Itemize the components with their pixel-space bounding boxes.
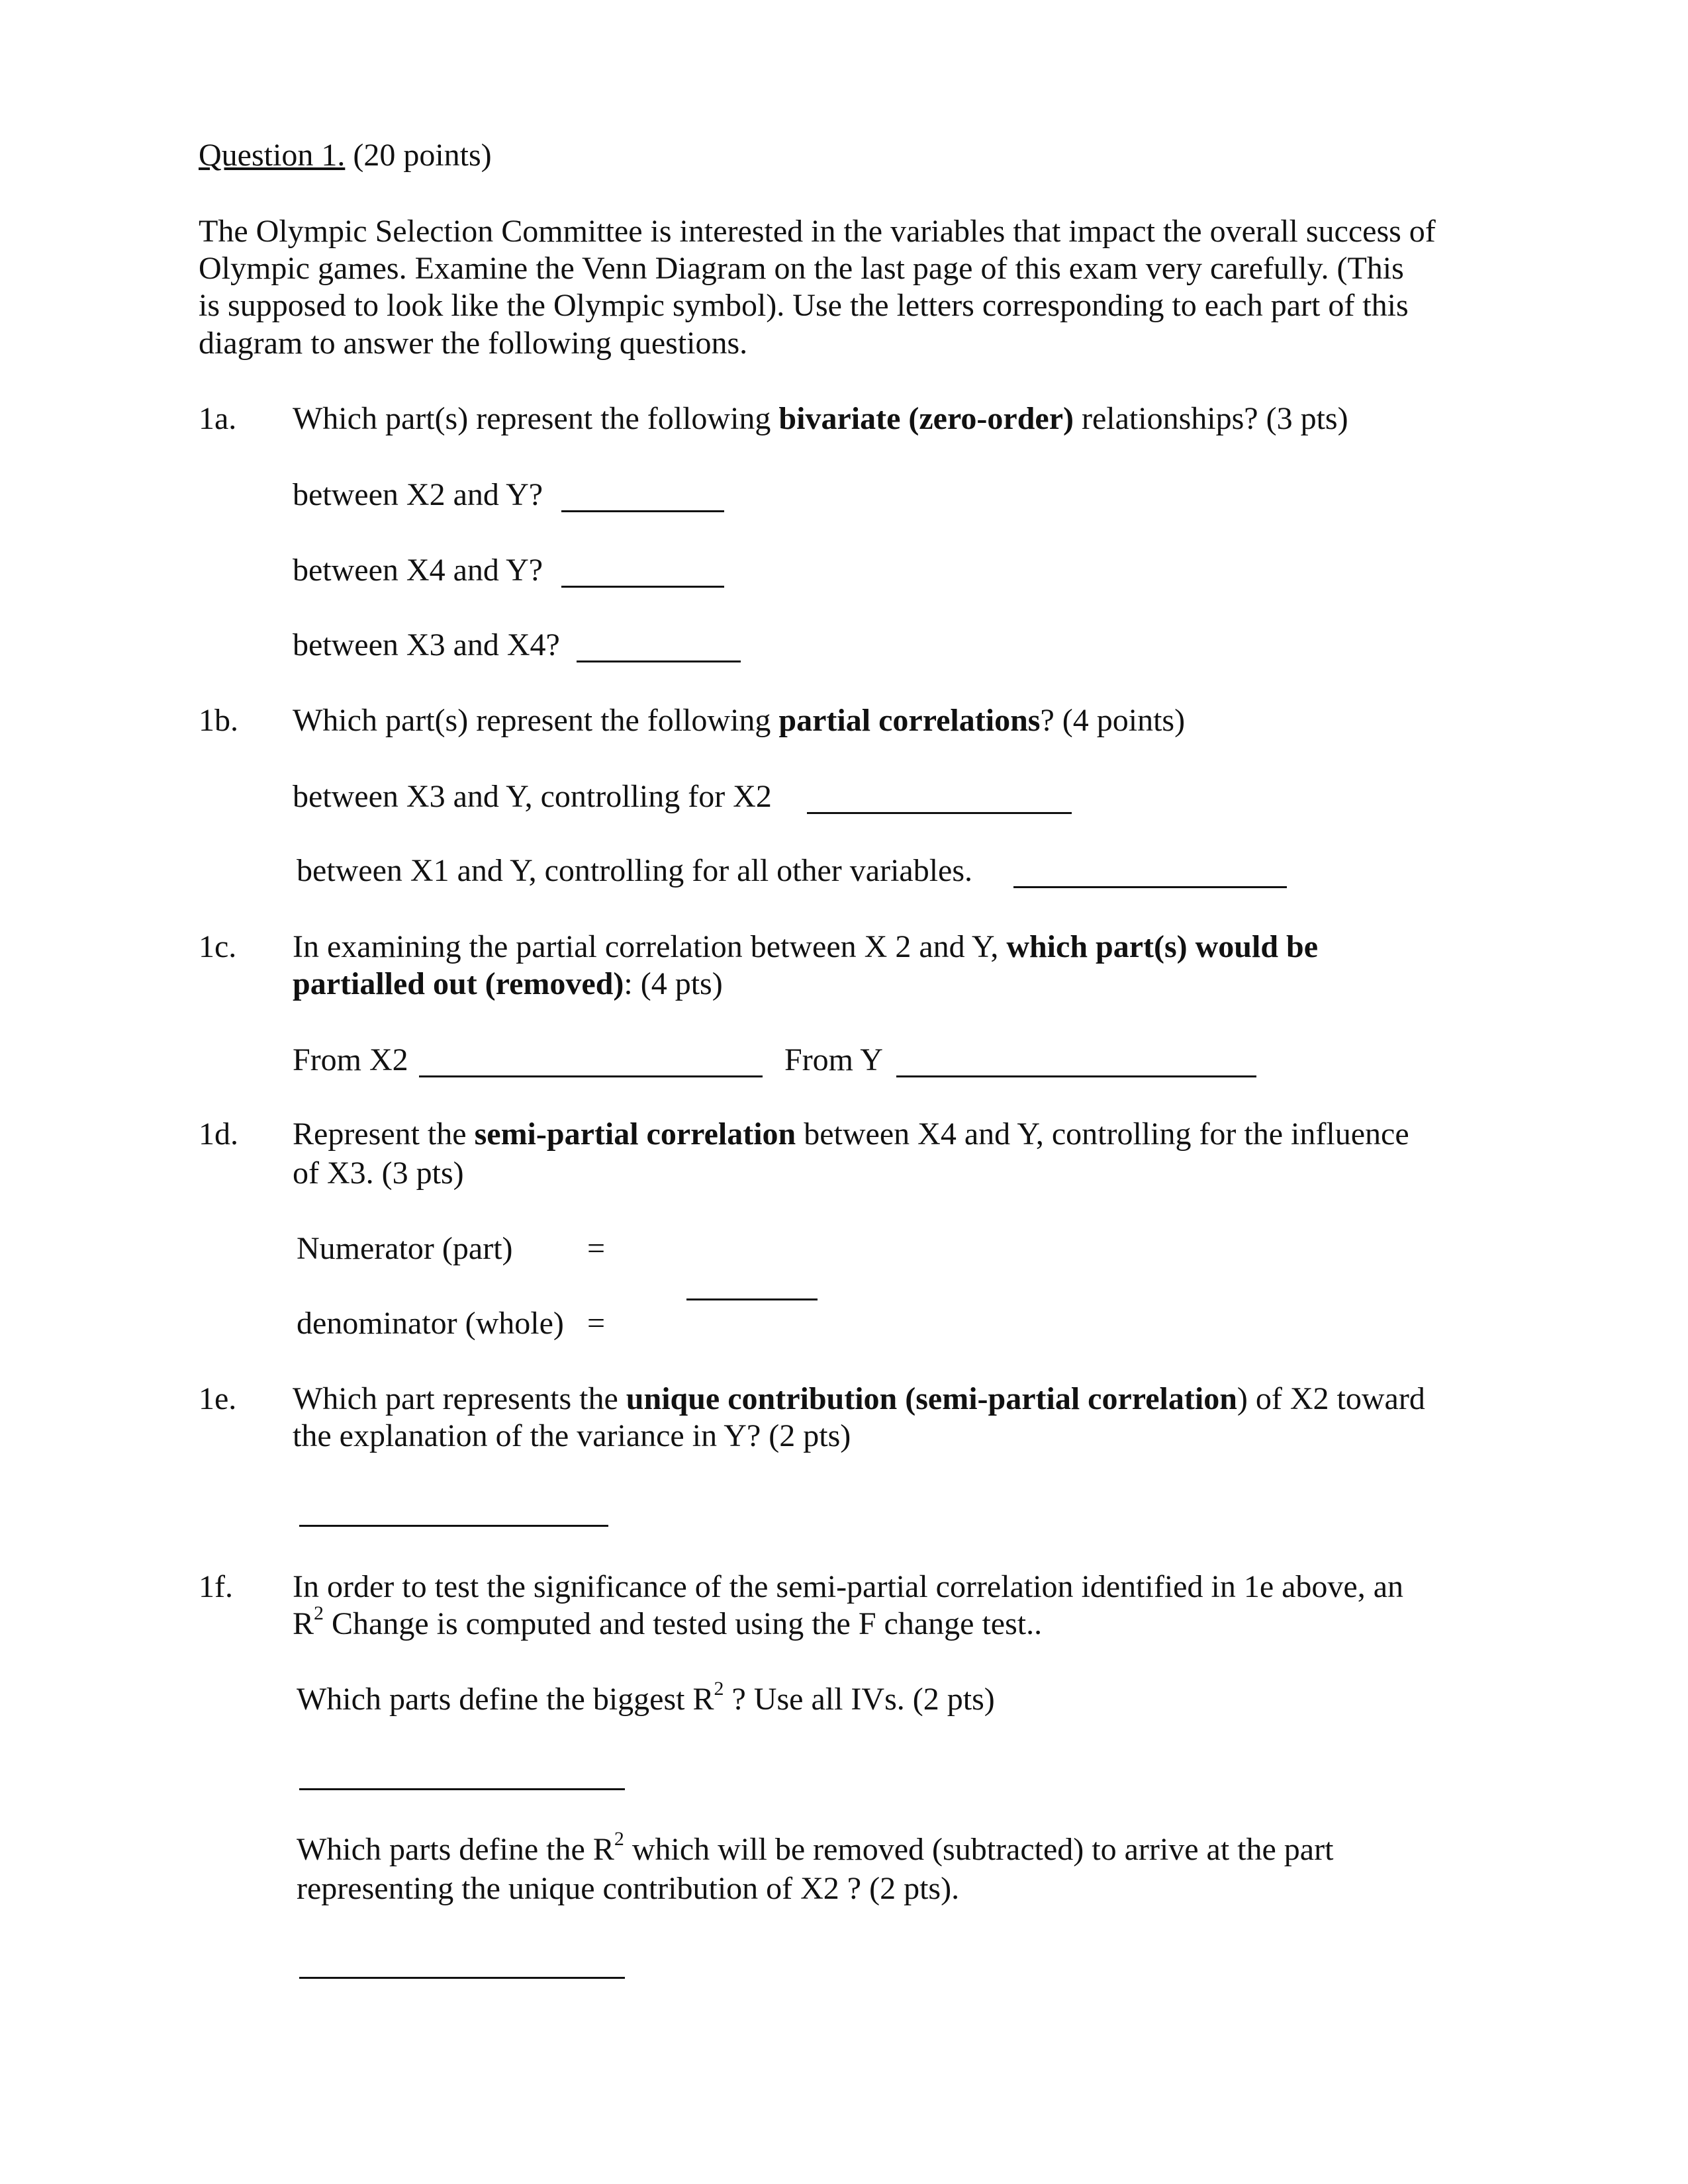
from-y-label: From Y	[784, 1042, 883, 1077]
intro-line: The Olympic Selection Committee is interested in the variables that impact the overall success of	[199, 214, 1436, 249]
answer-blank[interactable]	[896, 1075, 1256, 1077]
answer-blank[interactable]	[807, 812, 1072, 814]
q1c-number: 1c.	[199, 929, 237, 964]
q1e-prompt: Which part represents the unique contribution (semi-partial correlation) of X2 toward	[293, 1381, 1425, 1416]
q1a-item: between X3 and X4?	[293, 627, 560, 662]
intro-line: diagram to answer the following questions.	[199, 326, 748, 361]
answer-blank[interactable]	[299, 1788, 625, 1790]
q1a-item: between X2 and Y?	[293, 477, 543, 512]
q1a-number: 1a.	[199, 401, 237, 436]
answer-blank[interactable]	[1013, 886, 1287, 888]
q1a-prompt: Which part(s) represent the following bivariate (zero-order) relationships? (3 pts)	[293, 401, 1348, 436]
answer-blank[interactable]	[419, 1075, 763, 1077]
numerator-label: Numerator (part)	[297, 1231, 513, 1266]
answer-blank[interactable]	[299, 1977, 625, 1979]
q1b-item: between X1 and Y, controlling for all other variables.	[297, 853, 973, 888]
fraction-line[interactable]	[686, 1298, 818, 1300]
from-x2-label: From X2	[293, 1042, 408, 1077]
q1f-prompt: In order to test the significance of the semi-partial correlation identified in 1e above, an	[293, 1569, 1404, 1604]
q1e-prompt-line2: the explanation of the variance in Y? (2 pts)	[293, 1418, 851, 1453]
equals-sign: =	[587, 1231, 606, 1266]
q1f-part-b-line2: representing the unique contribution of X2 ? (2 pts).	[297, 1871, 960, 1906]
q1b-item: between X3 and Y, controlling for X2	[293, 779, 772, 814]
answer-blank[interactable]	[561, 510, 724, 512]
q1c-prompt-line2: partialled out (removed): (4 pts)	[293, 966, 723, 1001]
q1f-prompt-line2: $R^2$ Change is computed and tested using the F change test..	[293, 1602, 1043, 1641]
q1d-prompt: Represent the semi-partial correlation between X4 and Y, controlling for the influence	[293, 1116, 1409, 1152]
answer-blank[interactable]	[561, 586, 724, 588]
q1c-prompt: In examining the partial correlation between X 2 and Y, which part(s) would be	[293, 929, 1319, 964]
question-title: Question 1. (20 points)	[199, 138, 492, 173]
q1e-number: 1e.	[199, 1381, 237, 1416]
q1b-number: 1b.	[199, 703, 238, 738]
equals-sign: =	[587, 1306, 606, 1341]
answer-blank[interactable]	[577, 660, 741, 662]
q1b-prompt: Which part(s) represent the following partial correlations? (4 points)	[293, 703, 1186, 738]
q1f-part-b: Which parts define the $R^2$ which will be removed (subtracted) to arrive at the part	[297, 1828, 1334, 1867]
answer-blank[interactable]	[299, 1525, 608, 1527]
q1f-part-a: Which parts define the biggest $R^2$ ? Use all IVs. (2 pts)	[297, 1678, 995, 1717]
q1d-prompt-line2: of X3. (3 pts)	[293, 1156, 464, 1191]
q1d-number: 1d.	[199, 1116, 238, 1152]
intro-line: Olympic games. Examine the Venn Diagram on the last page of this exam very carefully. (This	[199, 251, 1404, 286]
q1a-item: between X4 and Y?	[293, 553, 543, 588]
intro-line: is supposed to look like the Olympic symbol). Use the letters corresponding to each part of this	[199, 288, 1409, 323]
denominator-label: denominator (whole)	[297, 1306, 564, 1341]
q1f-number: 1f.	[199, 1569, 233, 1604]
